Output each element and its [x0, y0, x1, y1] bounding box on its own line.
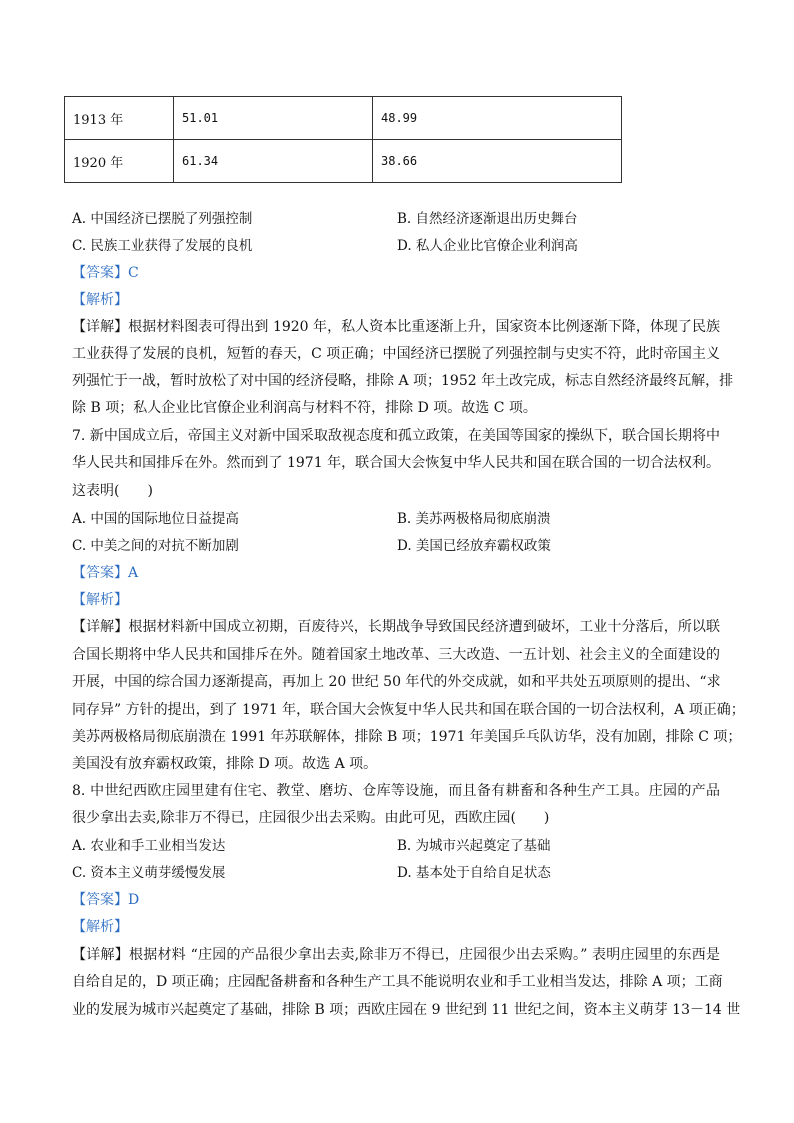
table-cell-state: 48.99: [373, 97, 622, 140]
table-row: [65, 97, 622, 140]
q7-detail-line: 【详解】根据材料新中国成立初期，百废待兴，长期战争导致国民经济遭到破坏，工业十分落后，所以联: [72, 619, 720, 635]
q6-analysis-label: 【解析】: [72, 292, 128, 308]
q8-stem-line: 8. 中世纪西欧庄园里建有住宅、教堂、磨坊、仓库等设施，而且备有耕畜和各种生产工具。庄园的产品: [72, 783, 720, 799]
q6-detail-line: 工业获得了发展的良机，短暂的春天，C 项正确；中国经济已摆脱了列强控制与史实不符，此时帝国主义: [72, 346, 720, 362]
q6-detail-line: 【详解】根据材料图表可得出到 1920 年，私人资本比重逐渐上升，国家资本比例逐渐下降，体现了民族: [72, 319, 720, 335]
q8-option-c: C. 资本主义萌芽缓慢发展: [72, 865, 226, 881]
table-cell-private: 61.34: [174, 140, 373, 183]
q7-detail-line: 同存异” 方针的提出，到了 1971 年，联合国大会恢复中华人民共和国在联合国的一切合法权利，A 项正确；: [72, 702, 745, 718]
table-row: [65, 140, 622, 183]
q7-stem-line: 华人民共和国排斥在外。然而到了 1971 年，联合国大会恢复中华人民共和国在联合国的一切合法权利。: [72, 455, 720, 471]
q6-answer: 【答案】C: [72, 265, 139, 281]
q6-detail-line: 列强忙于一战，暂时放松了对中国的经济侵略，排除 A 项；1952 年土改完成，标志自然经济最终瓦解，排: [72, 373, 734, 389]
q7-stem-line: 这表明( ): [72, 483, 153, 499]
data-table: [64, 96, 622, 183]
q8-option-d: D. 基本处于自给自足状态: [397, 865, 551, 881]
q7-answer: 【答案】A: [72, 565, 139, 581]
table-cell-private: 51.01: [174, 97, 373, 140]
q7-analysis-label: 【解析】: [72, 592, 128, 608]
q6-detail-line: 除 B 项；私人企业比官僚企业利润高与材料不符，排除 D 项。故选 C 项。: [72, 400, 537, 416]
q7-option-b: B. 美苏两极格局彻底崩溃: [397, 511, 551, 527]
table-cell-year: 1920 年: [65, 140, 174, 183]
q8-detail-line: 自给自足的，D 项正确；庄园配备耕畜和各种生产工具不能说明农业和手工业相当发达，排除 A 项；工商: [72, 974, 723, 990]
q6-option-a: A. 中国经济已摆脱了列强控制: [72, 211, 253, 227]
table-cell-year: 1913 年: [65, 97, 174, 140]
q7-option-c: C. 中美之间的对抗不断加剧: [72, 538, 239, 554]
q8-option-a: A. 农业和手工业相当发达: [72, 838, 226, 854]
q8-answer: 【答案】D: [72, 892, 140, 908]
q7-detail-line: 美国没有放弃霸权政策，排除 D 项。故选 A 项。: [72, 756, 378, 772]
q8-stem-line: 很少拿出去卖,除非万不得已，庄园很少出去采购。由此可见，西欧庄园( ): [72, 810, 550, 826]
table-cell-state: 38.66: [373, 140, 622, 183]
q7-stem-line: 7. 新中国成立后，帝国主义对新中国采取敌视态度和孤立政策，在美国等国家的操纵下，联合国长期将中: [72, 428, 720, 444]
q8-option-b: B. 为城市兴起奠定了基础: [397, 838, 551, 854]
q7-option-d: D. 美国已经放弃霸权政策: [397, 538, 551, 554]
q7-option-a: A. 中国的国际地位日益提高: [72, 511, 239, 527]
q7-detail-line: 美苏两极格局彻底崩溃在 1991 年苏联解体，排除 B 项；1971 年美国乒乓队访华，没有加剧，排除 C 项；: [72, 729, 742, 745]
q6-option-c: C. 民族工业获得了发展的良机: [72, 238, 253, 254]
q7-detail-line: 合国长期将中华人民共和国排斥在外。随着国家土地改革、三大改造、一五计划、社会主义的全面建设的: [72, 647, 720, 663]
q8-detail-line: 【详解】根据材料 “庄园的产品很少拿出去卖,除非万不得已，庄园很少出去采购。” 表明庄园里的东西是: [72, 947, 720, 963]
q6-option-d: D. 私人企业比官僚企业利润高: [397, 238, 578, 254]
q8-detail-line: 业的发展为城市兴起奠定了基础，排除 B 项；西欧庄园在 9 世纪到 11 世纪之间，资本主义萌芽 13－14 世: [72, 1002, 741, 1018]
q8-analysis-label: 【解析】: [72, 919, 128, 935]
q6-option-b: B. 自然经济逐渐退出历史舞台: [397, 211, 578, 227]
q7-detail-line: 开展，中国的综合国力逐渐提高，再加上 20 世纪 50 年代的外交成就，如和平共处五项原则的提出、“求: [72, 674, 721, 690]
